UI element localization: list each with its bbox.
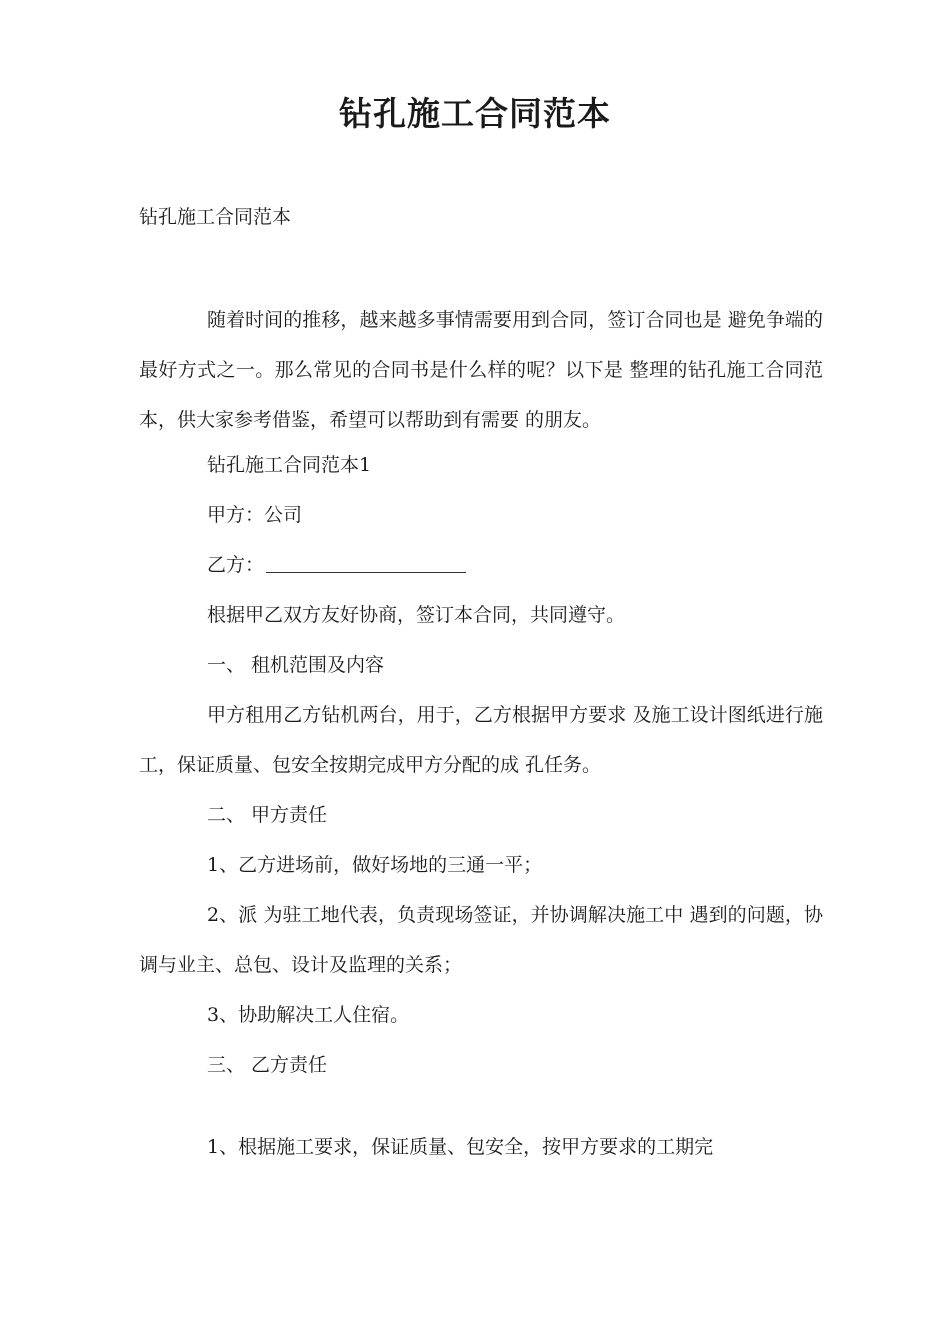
clause3-heading: 三、 乙方责任 <box>207 1054 328 1076</box>
document-subtitle: 钻孔施工合同范本 <box>139 206 292 228</box>
party-a-line: 甲方：公司 <box>207 504 303 526</box>
contract-body <box>139 440 823 1090</box>
clause1-heading: 一、 租机范围及内容 <box>207 654 385 676</box>
clause2-item2: 2、派 为驻工地代表，负责现场签证，并协调解决施工中 遇到的问题，协调与业主、总包、设计及监理的关系； <box>139 904 823 976</box>
clause2-heading: 二、 甲方责任 <box>207 804 328 826</box>
document-title: 钻孔施工合同范本 <box>339 94 611 133</box>
intro-block <box>139 295 823 445</box>
intro-paragraph: 随着时间的推移，越来越多事情需要用到合同，签订合同也是 避免争端的最好方式之一。那么常见的合同书是什么样的呢？以下是 整理的钻孔施工合同范本，供大家参考借鉴，希望可以帮助到有需要 的朋友。 <box>139 309 823 431</box>
clause1-paragraph: 甲方租用乙方钻机两台，用于，乙方根据甲方要求 及施工设计图纸进行施工，保证质量、包安全按期完成甲方分配的成 孔任务。 <box>139 704 823 776</box>
clause2-item1: 1、乙方进场前，做好场地的三通一平； <box>207 854 543 876</box>
clause3-item1: 1、根据施工要求，保证质量、包安全，按甲方要求的工期完 <box>207 1136 714 1158</box>
party-b-label: 乙方： <box>207 554 265 576</box>
agreement-paragraph: 根据甲乙双方友好协商，签订本合同，共同遵守。 <box>207 604 626 626</box>
party-b-line <box>139 540 823 590</box>
section-heading: 钻孔施工合同范本1 <box>207 454 372 476</box>
party-b-blank <box>266 550 466 573</box>
clause3-block <box>139 1122 823 1172</box>
clause2-item3: 3、协助解决工人住宿。 <box>207 1004 410 1026</box>
